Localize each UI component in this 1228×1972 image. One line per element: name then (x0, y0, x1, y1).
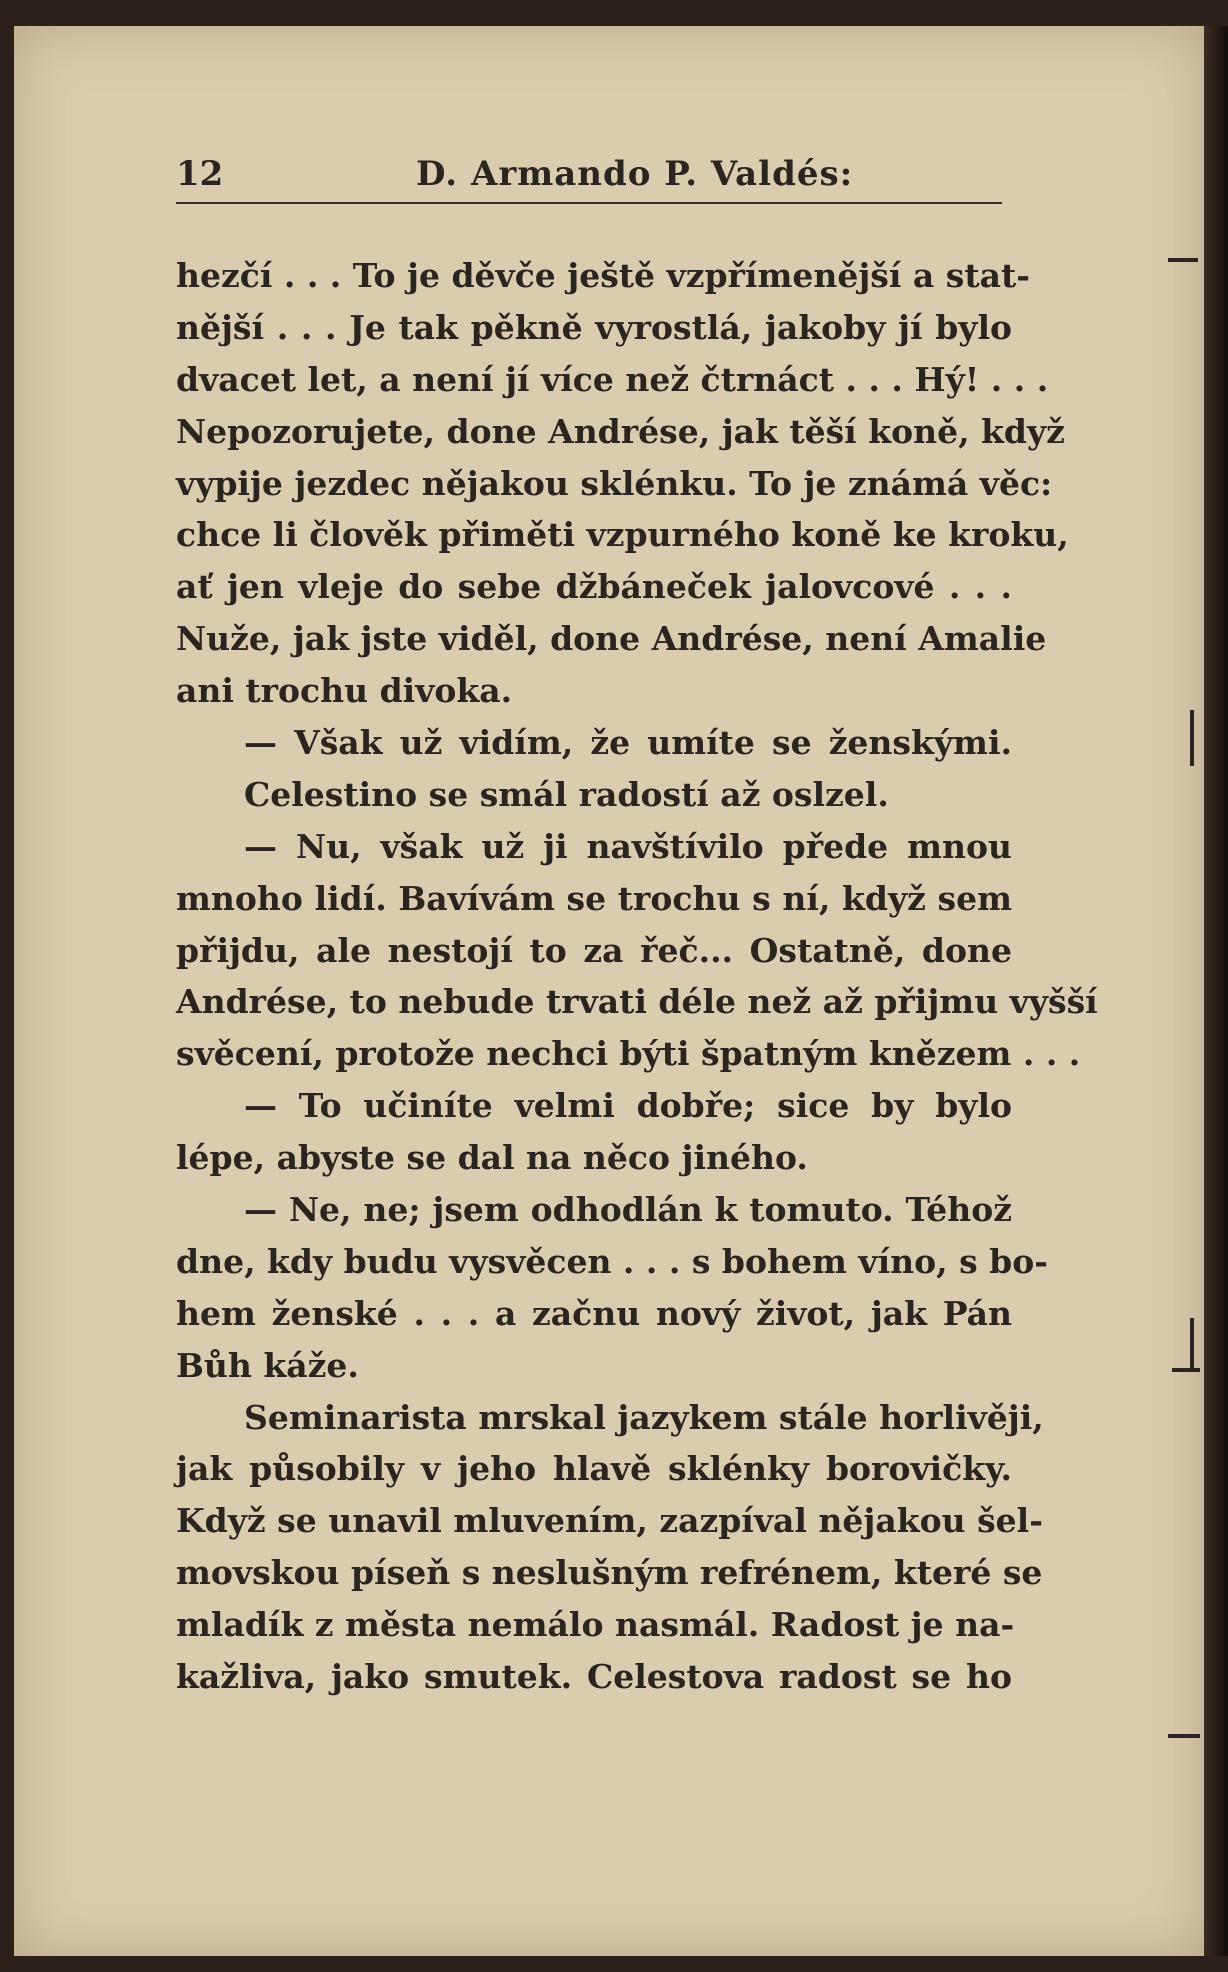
text-line: — Však už vidím, že umíte se ženskými. (244, 723, 1012, 763)
text-line: nější . . . Je tak pěkně vyrostlá, jakoby jí bylo (176, 307, 1012, 347)
text-line: ani trochu divoka. (176, 671, 513, 711)
text-line: — Ne, ne; jsem odhodlán k tomuto. Téhož (244, 1190, 1012, 1230)
page-header (176, 150, 1002, 204)
text-line: přijdu, ale nestojí to za řeč... Ostatně, done (176, 930, 1012, 970)
page-number: 12 (176, 154, 224, 194)
text-line: Nuže, jak jste viděl, done Andrése, není Amalie (176, 619, 1047, 659)
text-line: dne, kdy budu vysvěcen . . . s bohem víno, s bo- (176, 1241, 1048, 1281)
text-line: jak působily v jeho hlavě sklénky borovičky. (176, 1449, 1012, 1489)
running-head: D. Armando P. Valdés: (416, 154, 854, 194)
body-text (176, 250, 1098, 1703)
text-line: — Nu, však už ji navštívilo přede mnou (244, 826, 1012, 866)
text-line: mladík z města nemálo nasmál. Radost je na- (176, 1605, 1015, 1645)
page-edge-shadow (1204, 26, 1228, 1956)
margin-mark (1190, 710, 1194, 766)
text-line: movskou píseň s neslušným refrénem, které se (176, 1553, 1043, 1593)
text-line: Seminarista mrskal jazykem stále horlivěji, (244, 1397, 1044, 1437)
text-line: vypije jezdec nějakou sklénku. To je známá věc: (176, 463, 1053, 503)
text-line: Nepozorujete, done Andrése, jak těší koně, když (176, 411, 1065, 451)
margin-mark (1168, 1734, 1200, 1738)
text-line: ať jen vleje do sebe džbáneček jalovcové . . . (176, 567, 1012, 607)
text-line: — To učiníte velmi dobře; sice by bylo (244, 1086, 1012, 1126)
text-line: hezčí . . . To je děvče ještě vzpřímenější a stat- (176, 256, 1030, 295)
text-line: Bůh káže. (176, 1345, 359, 1385)
text-line: Andrése, to nebude trvati déle než až přijmu vyšší (176, 982, 1098, 1022)
text-line: kažliva, jako smutek. Celestova radost se ho (176, 1657, 1012, 1697)
text-line: Když se unavil mluvením, zazpíval nějakou šel- (176, 1501, 1043, 1541)
margin-mark (1172, 1368, 1200, 1372)
text-line: mnoho lidí. Bavívám se trochu s ní, když sem (176, 878, 1012, 918)
text-line: hem ženské . . . a začnu nový život, jak Pán (176, 1293, 1012, 1333)
margin-mark (1168, 258, 1198, 262)
text-line: Celestino se smál radostí až oslzel. (244, 774, 889, 814)
text-line: lépe, abyste se dal na něco jiného. (176, 1138, 808, 1178)
margin-mark (1190, 1318, 1194, 1368)
text-line: chce li člověk přiměti vzpurného koně ke kroku, (176, 515, 1069, 555)
text-line: dvacet let, a není jí více než čtrnáct . . . Hý! . . . (176, 359, 1049, 399)
text-line: svěcení, protože nechci býti špatným knězem . . . (176, 1034, 1081, 1074)
